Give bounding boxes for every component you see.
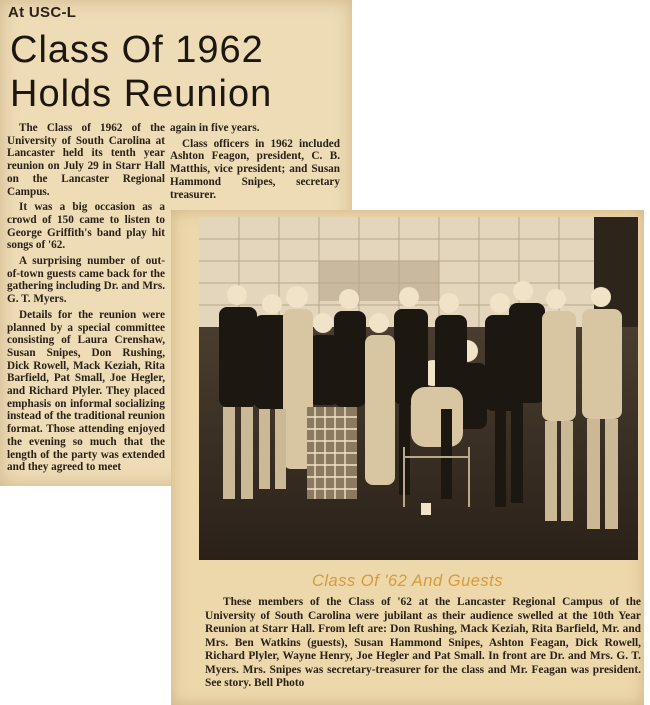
photo-caption-body: These members of the Class of '62 at the Lancaster Regional Campus of the University of South Carolina were jubilant as their audience swelled at the 10th Year Reunion at Starr Hall. From left are: Don Rushing, Mack Keziah, Rita Barfield, Mr. and Mrs. Ben Watkins (guests), Susan Hammond Snipes, Ashton Feagan, Dick Rowell, Richard Plyler, Wayne Henry, Joe Hegler and Pat Small. In front are Dr. and Mrs. G. T. Myers. Mrs. Snipes was secretary-treasurer for the class and Mr. Feagan was president. See story. Bell Photo xyxy=(205,596,641,689)
photo-caption-title: Class Of '62 And Guests xyxy=(311,572,504,590)
group-photo xyxy=(199,217,638,560)
article-paragraph: Class officers in 1962 included Ashton Feagon, president, C. B. Matthis, vice president; and Susan Hammond Snipes, secretary treasurer. xyxy=(170,137,340,201)
article-column-1 xyxy=(7,122,165,477)
article-headline xyxy=(10,28,340,116)
article-paragraph: A surprising number of out-of-town guests came back for the gathering including Dr. and Mrs. G. T. Myers. xyxy=(7,255,165,306)
article-paragraph: again in five years. xyxy=(170,122,260,134)
headline-line-2: Holds Reunion xyxy=(10,73,273,115)
article-paragraph: It was a big occasion as a crowd of 150 came to listen to George Griffith's band play hit songs of '62. xyxy=(7,201,165,252)
group-photo-illustration xyxy=(199,217,638,560)
article-kicker: At USC-L xyxy=(8,4,77,21)
article-column-2 xyxy=(170,122,340,204)
article-paragraph: The Class of 1962 of the University of South Carolina at Lancaster held its tenth year reunion on July 29 in Starr Hall on the Lancaster Regional Campus. xyxy=(7,122,165,198)
article-paragraph: Details for the reunion were planned by a special committee consisting of Laura Crenshaw, Susan Snipes, Don Rushing, Dick Rowell, Mack Keziah, Rita Barfield, Pat Small, Joe Hegler, and Richard Plyler. They placed emphasis on informal socializing instead of the traditional reunion format. Those attending enjoyed the evening so much that the length of the party was extended and they agreed to meet xyxy=(7,308,165,474)
headline-line-1: Class Of 1962 xyxy=(10,29,264,71)
